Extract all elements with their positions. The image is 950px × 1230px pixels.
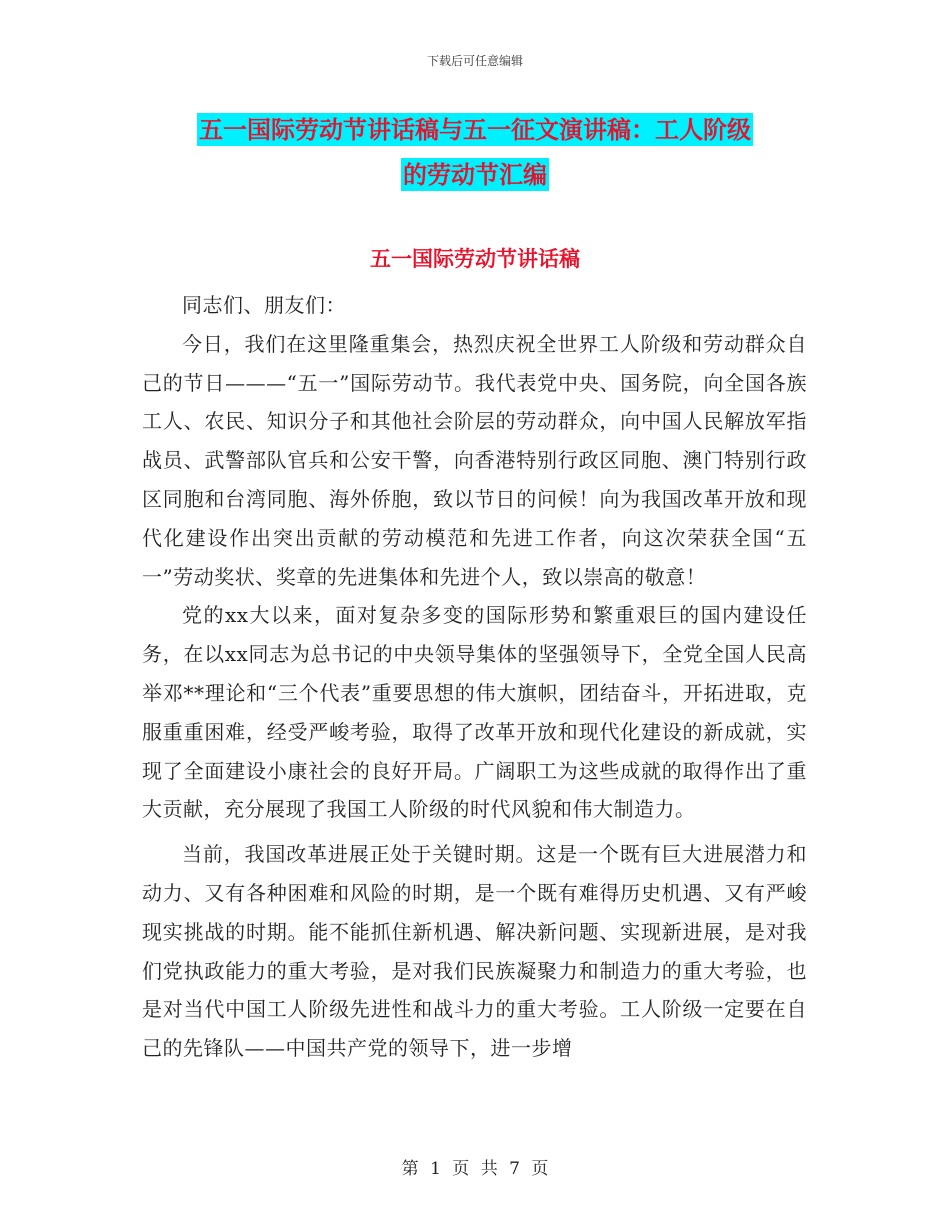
paragraph: 今日，我们在这里隆重集会，热烈庆祝全世界工人阶级和劳动群众自己的节日———“五一”国际劳动节。我代表党中央、国务院，向全国各族工人、农民、知识分子和其他社会阶层的劳动群众，向中国人民解放军指战员、武警部队官兵和公安干警，向香港特别行政区同胞、澳门特别行政区同胞和台湾同胞、海外侨胞，致以节日的问候！向为我国改革开放和现代化建设作出突出贡献的劳动模范和先进工作者，向这次荣获全国“五一”劳动奖状、奖章的先进集体和先进个人，致以崇高的敬意！ xyxy=(142,331,807,589)
section-title: 五一国际劳动节讲话稿 xyxy=(370,246,580,271)
paragraph: 党的xx大以来，面对复杂多变的国际形势和繁重艰巨的国内建设任务，在以xx同志为总书记的中央领导集体的坚强领导下，全党全国人民高举邓**理论和“三个代表”重要思想的伟大旗帜，团结奋斗，开拓进取，克服重重困难，经受严峻考验，取得了改革开放和现代化建设的新成就，实现了全面建设小康社会的良好开局。广阔职工为这些成就的取得作出了重大贡献，充分展现了我国工人阶级的时代风貌和伟大制造力。 xyxy=(142,603,807,822)
document-body xyxy=(142,286,807,1068)
paragraph: 当前，我国改革进展正处于关键时期。这是一个既有巨大进展潜力和动力、又有各种困难和风险的时期，是一个既有难得历史机遇、又有严峻现实挑战的时期。能不能抓住新机遇、解决新问题、实现新进展，是对我们党执政能力的重大考验，是对我们民族凝聚力和制造力的重大考验，也是对当代中国工人阶级先进性和战斗力的重大考验。工人阶级一定要在自己的先锋队——中国共产党的领导下，进一步增 xyxy=(142,842,807,1061)
document-title-line1: 五一国际劳动节讲话稿与五一征文演讲稿：工人阶级 xyxy=(199,115,751,144)
document-title-line2: 的劳动节汇编 xyxy=(403,160,547,189)
salutation: 同志们、朋友们： xyxy=(182,293,346,317)
page-footer: 第 1 页 共 7 页 xyxy=(401,1159,549,1179)
header-note: 下载后可任意编辑 xyxy=(426,54,523,68)
